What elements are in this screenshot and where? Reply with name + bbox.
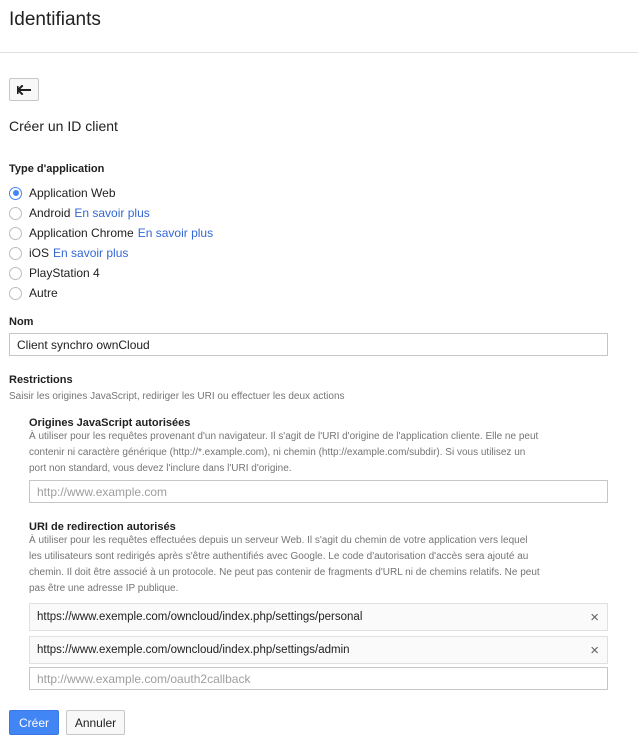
radio-option-android[interactable] bbox=[9, 203, 213, 223]
js-origin-input[interactable] bbox=[29, 480, 608, 503]
radio-button[interactable] bbox=[9, 247, 22, 260]
radio-option-playstation[interactable] bbox=[9, 263, 213, 283]
radio-label: Autre bbox=[29, 286, 58, 300]
back-button[interactable] bbox=[9, 78, 39, 101]
radio-option-other[interactable] bbox=[9, 283, 213, 303]
radio-label: PlayStation 4 bbox=[29, 266, 100, 280]
radio-label: iOS bbox=[29, 246, 50, 260]
radio-button[interactable] bbox=[9, 207, 22, 220]
back-arrow-icon bbox=[17, 85, 31, 95]
radio-label: Application Chrome bbox=[29, 226, 134, 240]
radio-button[interactable] bbox=[9, 227, 22, 240]
restrictions-label: Restrictions bbox=[9, 374, 73, 386]
radio-button[interactable] bbox=[9, 267, 22, 280]
radio-button[interactable] bbox=[9, 187, 22, 200]
restrictions-help: Saisir les origines JavaScript, rediriger les URI ou effectuer les deux actions bbox=[9, 391, 345, 402]
name-input[interactable] bbox=[9, 333, 608, 356]
js-origins-help: À utiliser pour les requêtes provenant d'un navigateur. Il s'agit de l'URI d'origine de l'application cliente. Elle ne peut contenir ni caractère générique (http://*.example.com), ni chemin (http://example.com/subdir). Si vous utilisez un port non standard, vous devez l'inclure dans l'URI d'origine. bbox=[29, 431, 539, 474]
page-title: Identifiants bbox=[9, 9, 101, 30]
redirect-uri-input[interactable] bbox=[29, 667, 608, 690]
redirect-uris-label: URI de redirection autorisés bbox=[29, 521, 176, 533]
form-title: Créer un ID client bbox=[9, 118, 118, 134]
radio-label: Application Web bbox=[29, 186, 116, 200]
cancel-button[interactable]: Annuler bbox=[66, 710, 125, 735]
redirect-uris-help: À utiliser pour les requêtes effectuées depuis un serveur Web. Il s'agit du chemin de votre application vers lequel les utilisateurs sont redirigés après s'être authentifiés avec Google. Le code d'autorisation d'accès sera ajouté au chemin. Il doit être associé à un protocole. Ne peut pas contenir de fragments d'URL ni de chemins relatifs. Ne peut pas être une adresse IP publique. bbox=[29, 535, 540, 594]
create-button[interactable]: Créer bbox=[9, 710, 59, 735]
redirect-uri-entry bbox=[29, 603, 608, 631]
app-type-radio-group bbox=[9, 183, 213, 303]
radio-option-ios[interactable] bbox=[9, 243, 213, 263]
header-bar bbox=[0, 0, 638, 53]
close-icon[interactable]: × bbox=[590, 641, 599, 659]
redirect-uri-entry bbox=[29, 636, 608, 664]
radio-option-chrome[interactable] bbox=[9, 223, 213, 243]
radio-option-web[interactable] bbox=[9, 183, 213, 203]
redirect-uri-value: https://www.exemple.com/owncloud/index.php/settings/admin bbox=[37, 644, 350, 656]
radio-button[interactable] bbox=[9, 287, 22, 300]
learn-more-link-ios[interactable]: En savoir plus bbox=[53, 246, 129, 260]
learn-more-link-android[interactable]: En savoir plus bbox=[74, 206, 150, 220]
close-icon[interactable]: × bbox=[590, 608, 599, 626]
js-origins-label: Origines JavaScript autorisées bbox=[29, 417, 191, 429]
app-type-label: Type d'application bbox=[9, 163, 105, 175]
learn-more-link-chrome[interactable]: En savoir plus bbox=[137, 226, 214, 240]
name-label: Nom bbox=[9, 316, 34, 328]
redirect-uri-value: https://www.exemple.com/owncloud/index.php/settings/personal bbox=[37, 611, 363, 623]
radio-label: Android bbox=[29, 206, 71, 220]
